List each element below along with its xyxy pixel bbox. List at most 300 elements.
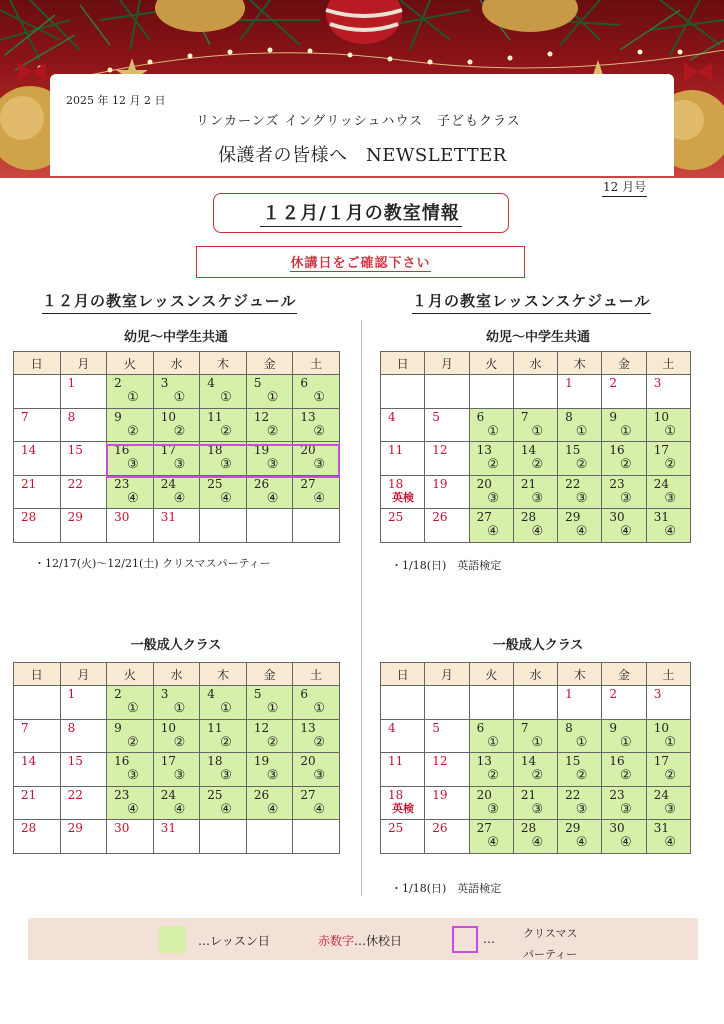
day-number: 1 <box>565 376 573 390</box>
weekday-header: 土 <box>646 352 690 375</box>
calendar-day-cell <box>293 820 340 854</box>
day-number: 12 <box>432 443 448 457</box>
day-number: 19 <box>253 443 270 457</box>
week-number-mark: ② <box>173 423 186 439</box>
day-number: 31 <box>653 510 669 524</box>
week-number-mark: ① <box>127 390 139 405</box>
day-number: 20 <box>300 443 316 457</box>
week-number-mark: ③ <box>487 801 499 817</box>
day-number: 27 <box>300 787 316 802</box>
week-number-mark: ④ <box>664 835 676 850</box>
day-number: 7 <box>21 720 29 735</box>
day-number: 16 <box>609 443 625 457</box>
day-number: 26 <box>432 821 448 835</box>
weekday-header: 金 <box>602 352 646 375</box>
week-number-mark: ① <box>487 423 499 439</box>
day-number: 2 <box>114 376 122 390</box>
legend-party-line2: パーティー <box>523 948 578 961</box>
day-number: 13 <box>300 409 316 424</box>
week-number-mark: ① <box>575 734 588 750</box>
calendar-day-cell <box>107 753 154 787</box>
week-number-mark: ② <box>220 423 232 439</box>
december-kids-calendar <box>13 351 340 543</box>
calendar-day-cell <box>200 408 247 442</box>
day-number: 23 <box>609 787 625 802</box>
day-number: 11 <box>388 443 404 457</box>
calendar-day-cell <box>153 442 200 476</box>
calendar-day-cell <box>107 719 154 753</box>
calendar-day-cell <box>469 375 513 409</box>
calendar-day-cell <box>646 719 690 753</box>
week-number-mark: ④ <box>620 835 632 850</box>
week-number-mark: ④ <box>173 801 186 817</box>
calendar-week-row <box>14 719 340 753</box>
calendar-day-cell <box>293 408 340 442</box>
calendar-day-cell <box>646 442 690 476</box>
calendar-day-cell <box>558 686 602 720</box>
weekday-header: 金 <box>246 352 293 375</box>
week-number-mark: ② <box>127 734 139 750</box>
weekday-header: 土 <box>293 663 340 686</box>
week-number-mark: ③ <box>575 490 588 506</box>
day-number: 5 <box>432 720 440 735</box>
week-number-mark: ② <box>575 768 588 783</box>
calendar-day-cell <box>646 686 690 720</box>
week-number-mark: ④ <box>127 490 139 506</box>
week-number-mark: ① <box>531 734 544 750</box>
calendar-week-row <box>381 786 691 820</box>
day-number: 26 <box>253 476 270 491</box>
day-number: 15 <box>565 754 581 768</box>
calendar-day-cell <box>513 442 557 476</box>
calendar-day-cell <box>14 509 61 543</box>
calendar-day-cell <box>602 509 646 543</box>
day-number: 14 <box>520 443 537 457</box>
calendar-day-cell <box>558 786 602 820</box>
january-kids-calendar <box>380 351 691 543</box>
weekday-header-row <box>14 663 340 686</box>
day-number: 28 <box>520 510 537 524</box>
calendar-day-cell <box>14 442 61 476</box>
calendar-day-cell <box>602 408 646 442</box>
weekday-header-row <box>381 352 691 375</box>
calendar-day-cell <box>646 753 690 787</box>
calendar-day-cell <box>293 509 340 543</box>
calendar-day-cell <box>246 753 293 787</box>
legend-lesson-swatch <box>159 926 186 953</box>
calendar-day-cell <box>558 442 602 476</box>
day-number: 11 <box>207 409 223 424</box>
december-heading: １２月の教室レッスンスケジュール <box>42 290 297 314</box>
day-number: 24 <box>160 787 176 802</box>
week-number-mark: ④ <box>531 524 544 539</box>
day-number: 15 <box>565 443 581 457</box>
week-number-mark: ④ <box>487 524 499 539</box>
calendar-day-cell <box>200 509 247 543</box>
day-number: 15 <box>67 443 83 457</box>
week-number-mark: ① <box>173 390 186 405</box>
weekday-header: 日 <box>381 663 425 686</box>
day-number: 18 <box>207 443 223 457</box>
day-number: 27 <box>476 821 492 835</box>
calendar-day-cell <box>60 820 107 854</box>
weekday-header: 水 <box>513 352 557 375</box>
week-number-mark: ③ <box>620 801 632 817</box>
week-number-mark: ② <box>620 457 632 472</box>
calendar-week-row <box>381 820 691 854</box>
calendar-day-cell <box>14 375 61 409</box>
week-number-mark: ③ <box>220 457 232 472</box>
day-number: 5 <box>253 376 262 390</box>
day-number: 12 <box>253 409 270 424</box>
legend-party-label <box>523 923 578 965</box>
calendar-day-cell <box>60 686 107 720</box>
calendar-day-cell <box>246 719 293 753</box>
calendar-day-cell <box>425 475 469 509</box>
calendar-day-cell <box>425 719 469 753</box>
weekday-header: 月 <box>425 352 469 375</box>
day-number: 15 <box>67 754 83 768</box>
day-number: 18 <box>388 787 404 802</box>
day-number: 21 <box>21 476 37 491</box>
week-number-mark: ④ <box>220 490 232 506</box>
day-number: 12 <box>253 720 270 735</box>
day-number: 27 <box>300 476 316 491</box>
day-number: 10 <box>653 409 669 424</box>
day-number: 3 <box>160 376 169 390</box>
week-number-mark: ① <box>220 701 232 716</box>
weekday-header: 金 <box>602 663 646 686</box>
day-number: 19 <box>432 787 448 802</box>
day-number: 4 <box>388 409 396 424</box>
week-number-mark: ③ <box>531 801 544 817</box>
day-number: 19 <box>432 476 448 491</box>
week-number-mark: ① <box>266 701 279 716</box>
calendar-day-cell <box>646 475 690 509</box>
week-number-mark: ① <box>173 701 186 716</box>
day-number: 23 <box>609 476 625 491</box>
week-number-mark: ③ <box>620 490 632 506</box>
day-number: 5 <box>432 409 440 424</box>
december-adult-subheading: 一般成人クラス <box>130 638 222 653</box>
calendar-day-cell <box>513 408 557 442</box>
calendar-day-cell <box>513 719 557 753</box>
day-number: 31 <box>160 510 176 524</box>
calendar-day-cell <box>469 408 513 442</box>
calendar-day-cell <box>107 786 154 820</box>
main-title: １２月/１月の教室情報 <box>260 199 462 227</box>
weekday-header-row <box>381 663 691 686</box>
day-number: 9 <box>609 720 618 735</box>
day-number: 22 <box>565 787 581 802</box>
day-number: 30 <box>114 510 130 524</box>
day-number: 28 <box>520 821 537 835</box>
legend-party-line1: クリスマス <box>523 927 578 940</box>
calendar-day-cell <box>646 408 690 442</box>
day-number: 17 <box>160 443 176 457</box>
legend-party-swatch <box>452 926 478 953</box>
week-number-mark: ② <box>220 734 232 750</box>
calendar-week-row <box>381 408 691 442</box>
calendar-week-row <box>381 719 691 753</box>
calendar-day-cell <box>646 786 690 820</box>
weekday-header: 木 <box>558 663 602 686</box>
calendar-day-cell <box>425 686 469 720</box>
calendar-day-cell <box>246 686 293 720</box>
weekday-header: 月 <box>60 663 107 686</box>
week-number-mark: ① <box>220 390 232 405</box>
calendar-week-row <box>381 753 691 787</box>
day-number: 12 <box>432 754 448 768</box>
calendar-day-cell <box>469 820 513 854</box>
calendar-day-cell <box>107 820 154 854</box>
calendar-day-cell <box>246 408 293 442</box>
calendar-day-cell <box>602 686 646 720</box>
week-number-mark: ④ <box>487 835 499 850</box>
calendar-day-cell <box>513 375 557 409</box>
calendar-day-cell <box>60 786 107 820</box>
calendar-day-cell <box>107 475 154 509</box>
day-number: 20 <box>300 754 316 768</box>
day-number: 28 <box>21 821 37 835</box>
day-number: 11 <box>207 720 223 735</box>
calendar-day-cell <box>381 719 425 753</box>
weekday-header: 木 <box>200 663 247 686</box>
day-number: 3 <box>653 376 662 390</box>
week-number-mark: ① <box>531 423 544 439</box>
day-number: 19 <box>253 754 270 768</box>
notice-box <box>196 246 525 278</box>
day-number: 6 <box>476 409 485 424</box>
december-adult-calendar <box>13 662 340 854</box>
day-number: 10 <box>160 409 176 424</box>
weekday-header: 木 <box>200 352 247 375</box>
day-number: 10 <box>160 720 176 735</box>
week-number-mark: ② <box>266 423 279 439</box>
calendar-day-cell <box>381 475 425 509</box>
day-number: 23 <box>114 787 130 802</box>
day-number: 24 <box>653 787 669 802</box>
calendar-day-cell <box>602 753 646 787</box>
column-divider <box>361 320 362 896</box>
calendar-week-row <box>14 442 340 476</box>
legend-lesson-label: …レッスン日 <box>198 934 270 948</box>
day-number: 13 <box>476 754 492 768</box>
day-number: 6 <box>476 720 485 735</box>
calendar-day-cell <box>246 820 293 854</box>
weekday-header: 日 <box>14 663 61 686</box>
day-number: 14 <box>21 443 37 457</box>
day-number: 8 <box>67 720 76 735</box>
week-number-mark: ④ <box>266 801 279 817</box>
day-number: 22 <box>67 787 83 802</box>
calendar-day-cell <box>602 719 646 753</box>
week-number-mark: ③ <box>266 768 279 783</box>
calendar-day-cell <box>381 442 425 476</box>
calendar-day-cell <box>469 509 513 543</box>
calendar-day-cell <box>469 686 513 720</box>
calendar-day-cell <box>602 475 646 509</box>
week-number-mark: ② <box>173 734 186 750</box>
day-number: 1 <box>67 376 76 390</box>
week-number-mark: ③ <box>664 801 676 817</box>
day-number: 3 <box>160 687 169 701</box>
calendar-day-cell <box>60 719 107 753</box>
day-number: 6 <box>300 376 309 390</box>
calendar-week-row <box>14 820 340 854</box>
weekday-header: 日 <box>381 352 425 375</box>
day-number: 21 <box>520 787 537 802</box>
week-number-mark: ② <box>664 457 676 472</box>
calendar-day-cell <box>513 686 557 720</box>
calendar-day-cell <box>425 820 469 854</box>
calendar-day-cell <box>153 475 200 509</box>
january-adult-note: ・1/18(日) 英語検定 <box>391 882 502 895</box>
day-number: 30 <box>114 821 130 835</box>
calendar-day-cell <box>558 753 602 787</box>
calendar-day-cell <box>200 753 247 787</box>
calendar-day-cell <box>60 408 107 442</box>
day-number: 31 <box>653 821 669 835</box>
week-number-mark: ③ <box>531 490 544 506</box>
weekday-header: 火 <box>107 352 154 375</box>
weekday-header: 土 <box>646 663 690 686</box>
day-number: 28 <box>21 510 37 524</box>
day-number: 13 <box>300 720 316 735</box>
week-number-mark: ④ <box>127 801 139 817</box>
calendar-day-cell <box>513 820 557 854</box>
calendar-day-cell <box>200 719 247 753</box>
weekday-header: 水 <box>513 663 557 686</box>
calendar-day-cell <box>200 442 247 476</box>
day-number: 10 <box>653 720 669 735</box>
day-number: 29 <box>67 821 83 835</box>
calendar-day-cell <box>60 753 107 787</box>
calendar-day-cell <box>381 375 425 409</box>
week-number-mark: ① <box>664 423 676 439</box>
eiken-label: 英検 <box>392 801 414 815</box>
day-number: 18 <box>207 754 223 768</box>
day-number: 1 <box>565 687 573 701</box>
calendar-day-cell <box>602 786 646 820</box>
day-number: 7 <box>520 409 529 424</box>
day-number: 21 <box>520 476 537 491</box>
day-number: 4 <box>207 687 215 701</box>
legend-holiday-label <box>318 932 402 949</box>
calendar-day-cell <box>293 442 340 476</box>
december-kids-subheading: 幼児〜中学生共通 <box>123 330 228 345</box>
week-number-mark: ④ <box>173 490 186 506</box>
day-number: 5 <box>253 687 262 701</box>
weekday-header: 月 <box>60 352 107 375</box>
day-number: 17 <box>653 443 669 457</box>
day-number: 21 <box>21 787 37 802</box>
week-number-mark: ② <box>487 457 499 472</box>
calendar-day-cell <box>293 686 340 720</box>
week-number-mark: ② <box>620 768 632 783</box>
day-number: 30 <box>609 510 625 524</box>
calendar-day-cell <box>425 509 469 543</box>
week-number-mark: ③ <box>220 768 232 783</box>
calendar-day-cell <box>246 786 293 820</box>
week-number-mark: ② <box>664 768 676 783</box>
newsletter-date: 2025 年 12 月 2 日 <box>66 94 166 107</box>
week-number-mark: ① <box>620 734 632 750</box>
calendar-day-cell <box>153 786 200 820</box>
day-number: 16 <box>609 754 625 768</box>
day-number: 25 <box>207 476 223 491</box>
weekday-header: 火 <box>107 663 154 686</box>
calendar-day-cell <box>246 475 293 509</box>
calendar-day-cell <box>602 442 646 476</box>
week-number-mark: ③ <box>127 768 139 783</box>
day-number: 9 <box>114 409 122 424</box>
calendar-day-cell <box>107 442 154 476</box>
calendar-day-cell <box>293 719 340 753</box>
day-number: 31 <box>160 821 176 835</box>
day-number: 24 <box>653 476 669 491</box>
day-number: 4 <box>388 720 396 735</box>
week-number-mark: ③ <box>313 768 325 783</box>
day-number: 26 <box>253 787 270 802</box>
week-number-mark: ③ <box>575 801 588 817</box>
calendar-day-cell <box>293 786 340 820</box>
day-number: 14 <box>21 754 37 768</box>
week-number-mark: ④ <box>575 835 588 850</box>
calendar-day-cell <box>381 753 425 787</box>
calendar-day-cell <box>469 786 513 820</box>
weekday-header: 土 <box>293 352 340 375</box>
day-number: 2 <box>609 376 618 390</box>
week-number-mark: ① <box>575 423 588 439</box>
calendar-day-cell <box>153 753 200 787</box>
legend-holiday-text: …休校日 <box>354 934 403 948</box>
day-number: 17 <box>653 754 669 768</box>
calendar-day-cell <box>153 686 200 720</box>
calendar-day-cell <box>14 719 61 753</box>
calendar-day-cell <box>14 753 61 787</box>
calendar-day-cell <box>425 375 469 409</box>
january-kids-subheading: 幼児〜中学生共通 <box>485 330 590 345</box>
calendar-day-cell <box>425 408 469 442</box>
calendar-day-cell <box>107 375 154 409</box>
calendar-day-cell <box>381 686 425 720</box>
week-number-mark: ② <box>266 734 279 750</box>
day-number: 7 <box>520 720 529 735</box>
week-number-mark: ③ <box>487 490 499 506</box>
main-title-box <box>213 193 509 233</box>
week-number-mark: ② <box>575 457 588 472</box>
calendar-week-row <box>381 686 691 720</box>
calendar-day-cell <box>14 820 61 854</box>
day-number: 6 <box>300 687 309 701</box>
calendar-day-cell <box>153 375 200 409</box>
day-number: 1 <box>67 687 76 701</box>
calendar-week-row <box>14 509 340 543</box>
calendar-day-cell <box>558 509 602 543</box>
calendar-day-cell <box>200 475 247 509</box>
day-number: 25 <box>388 821 404 835</box>
calendar-week-row <box>381 509 691 543</box>
day-number: 25 <box>388 510 404 524</box>
week-number-mark: ④ <box>220 801 232 817</box>
day-number: 22 <box>565 476 581 491</box>
calendar-day-cell <box>293 375 340 409</box>
week-number-mark: ③ <box>127 457 139 472</box>
calendar-day-cell <box>513 786 557 820</box>
calendar-day-cell <box>558 408 602 442</box>
day-number: 13 <box>476 443 492 457</box>
